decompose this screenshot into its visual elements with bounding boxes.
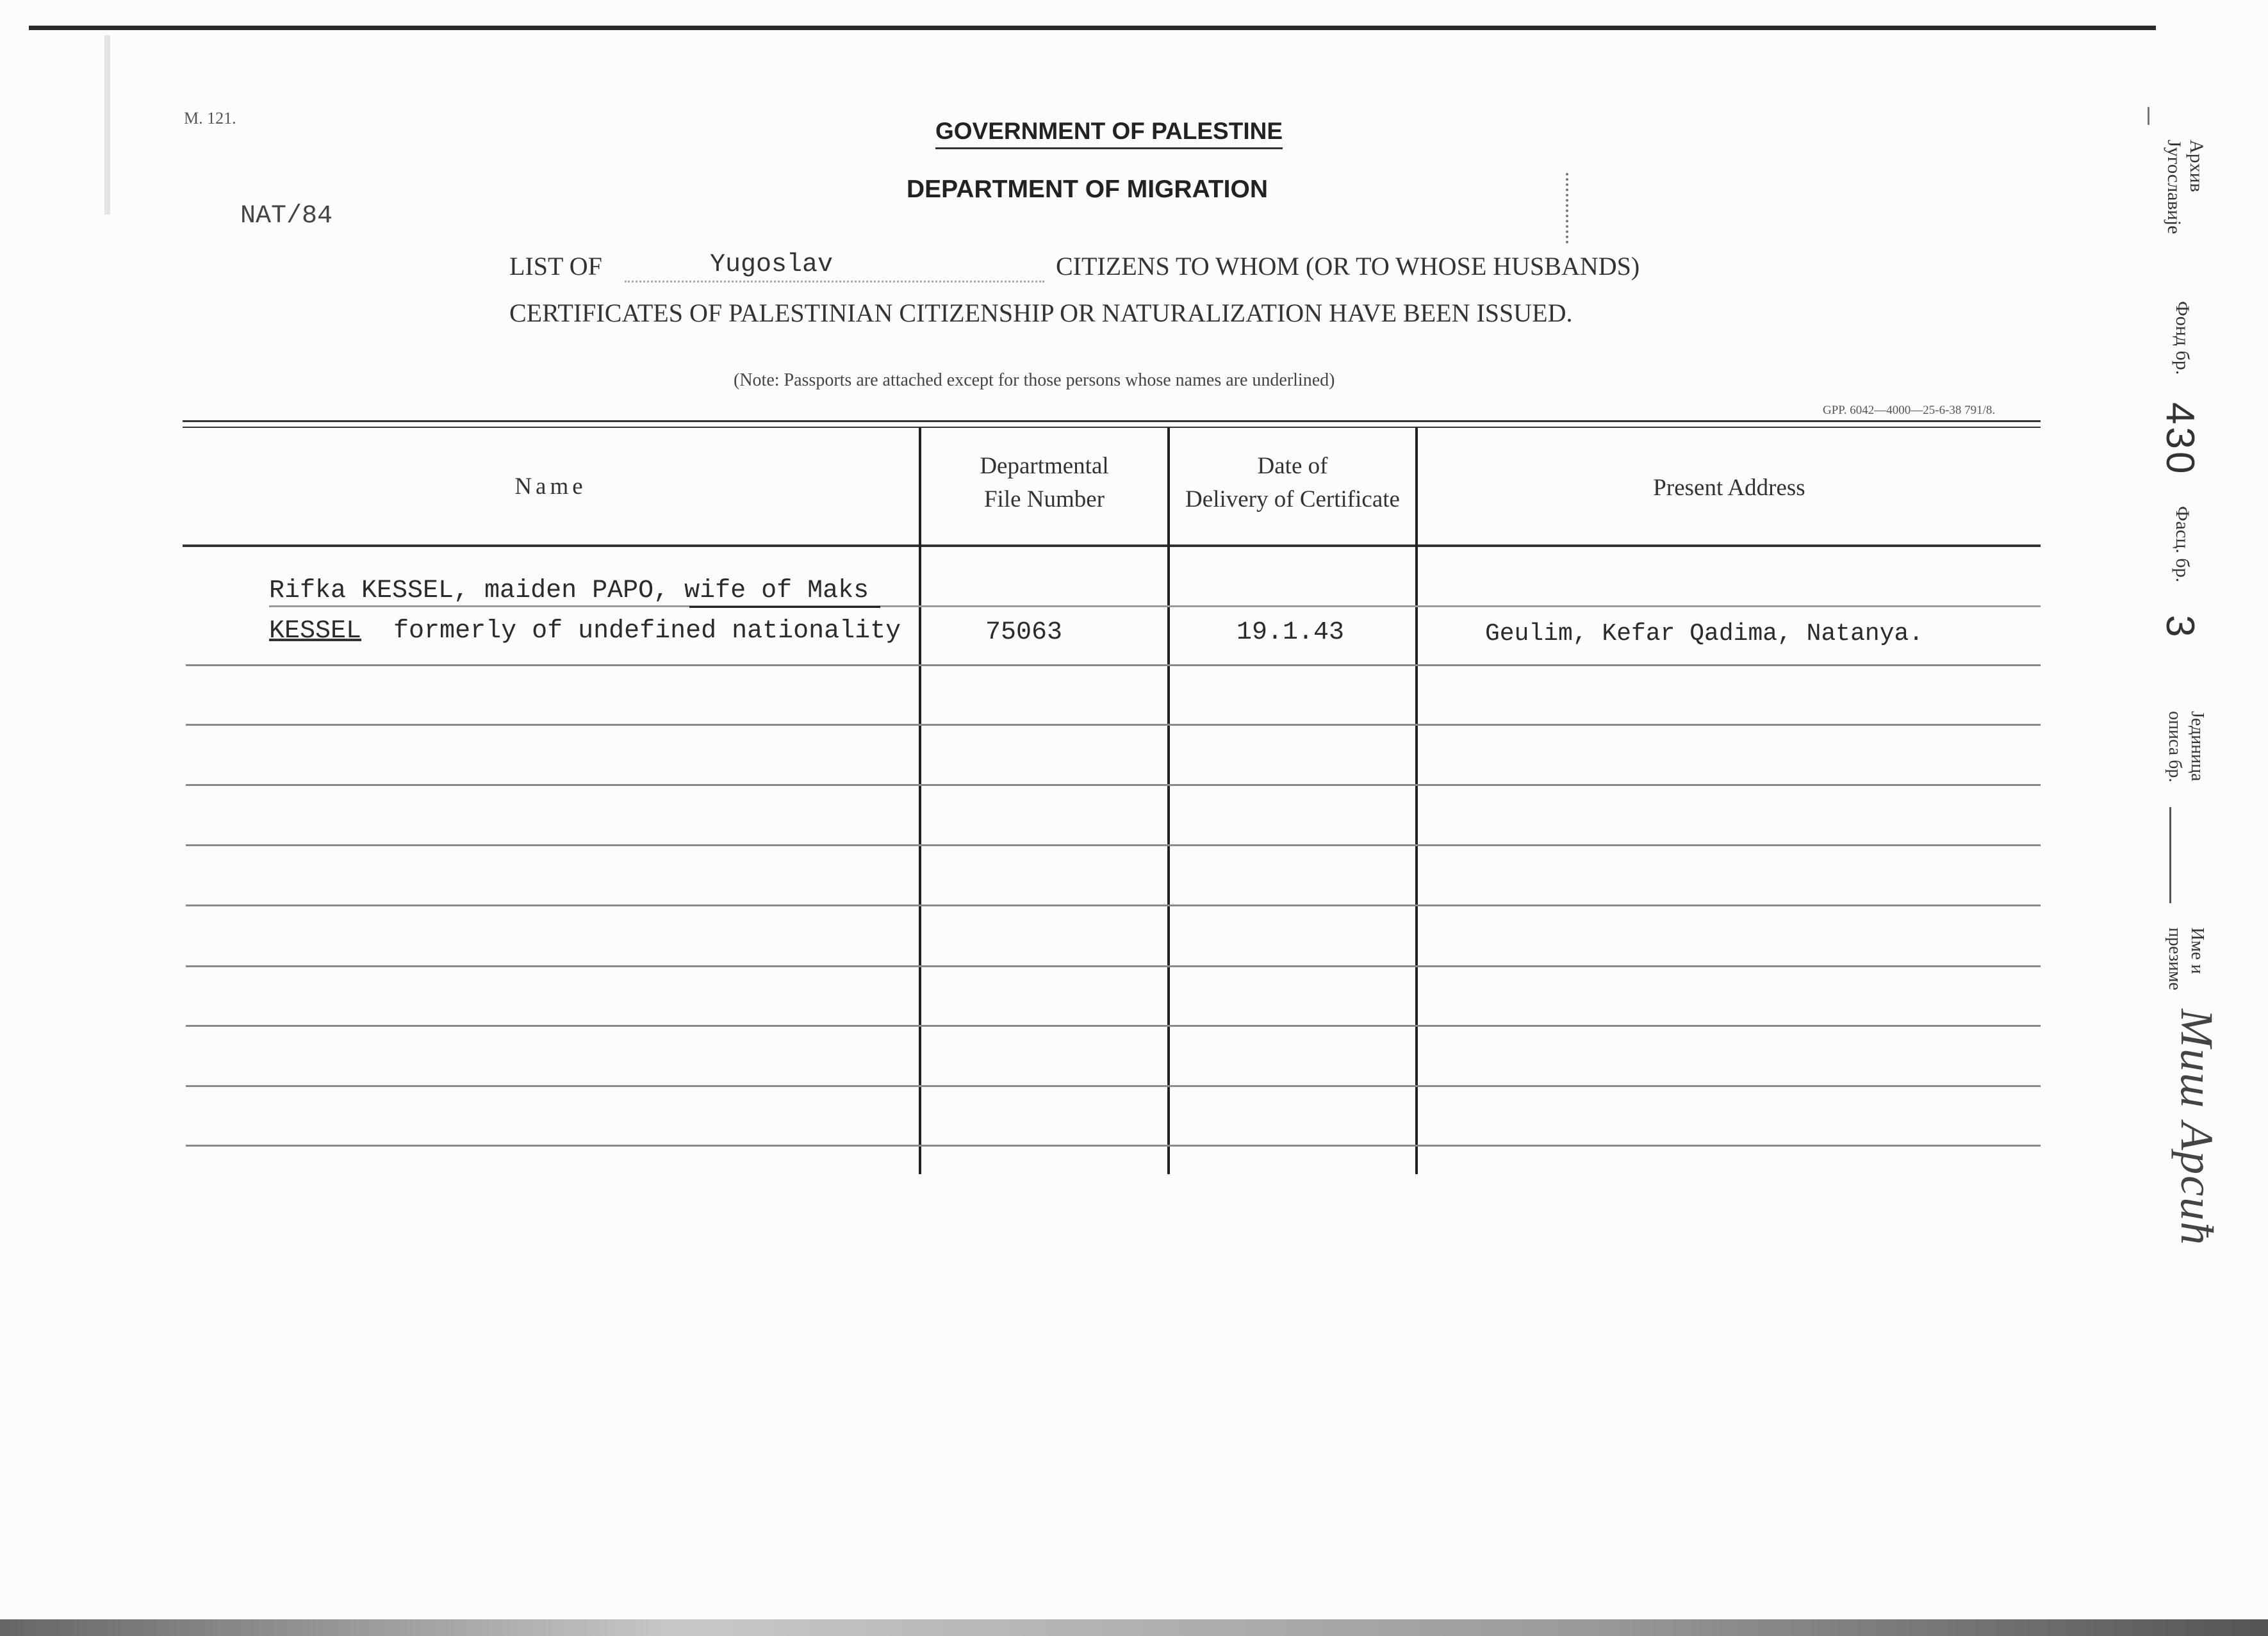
fond-value: 430 <box>2158 402 2202 477</box>
passport-note: (Note: Passports are attached except for those persons whose names are underlined) <box>734 370 1335 390</box>
bottom-scan-strip <box>0 1619 2268 1636</box>
column-divider-1 <box>919 428 921 1174</box>
table-top-rule <box>183 420 2041 428</box>
underlined-surname: KESSEL <box>269 617 362 646</box>
unit-label-line2: описа бр. <box>2165 711 2185 783</box>
fascicle-label: Фасц. бр. <box>2172 506 2193 583</box>
unit-label-line1: Јединица <box>2187 711 2207 781</box>
name-label-line1: Име и <box>2187 928 2207 974</box>
column-header-name: Name <box>514 473 587 500</box>
nationality-value: Yugoslav <box>710 250 834 279</box>
print-code: GPP. 6042—4000—25-6-38 791/8. <box>1823 404 1996 417</box>
department-heading: DEPARTMENT OF MIGRATION <box>907 176 1269 203</box>
row-rule <box>186 1145 2041 1147</box>
address-cell: Geulim, Kefar Qadima, Natanya. <box>1485 620 1924 648</box>
nationality-underline <box>625 281 1044 282</box>
date-cell: 19.1.43 <box>1237 618 1345 647</box>
row-rule <box>186 844 2041 846</box>
column-header-file-number <box>921 450 1167 516</box>
top-border-line <box>29 26 2156 30</box>
row-rule <box>186 1085 2041 1087</box>
right-margin-line <box>2148 107 2149 125</box>
form-code: M. 121. <box>184 109 236 127</box>
file-reference: NAT/84 <box>240 202 333 231</box>
header-bottom-rule <box>183 544 2041 547</box>
column-header-file-number-line1: Departmental <box>980 453 1109 479</box>
row-rule <box>186 664 2041 666</box>
name-cell-line1: Rifka KESSEL, maiden PAPO, wife of Maks <box>269 577 869 605</box>
column-header-date-line2: Delivery of Certificate <box>1185 486 1400 512</box>
file-number-cell: 75063 <box>985 618 1063 647</box>
column-divider-3 <box>1415 428 1418 1174</box>
unit-value-blank-line <box>2169 807 2171 903</box>
row-rule <box>186 965 2041 967</box>
column-header-date-line1: Date of <box>1257 453 1328 479</box>
government-heading: GOVERNMENT OF PALESTINE <box>935 118 1283 149</box>
archive-label-line2: Југославије <box>2164 140 2185 234</box>
column-divider-2 <box>1167 428 1170 1174</box>
name-cell-line2 <box>269 617 901 646</box>
name-underline-wife-of-maks <box>689 606 880 608</box>
column-header-file-number-line2: File Number <box>983 486 1105 512</box>
center-margin-mark <box>1566 173 1571 243</box>
archive-label-line1: Архив <box>2186 140 2207 192</box>
name-cell-line2-rest: formerly of undefined nationality <box>393 617 901 646</box>
archivist-signature: Миш Арсић <box>2171 1009 2223 1247</box>
list-of-label: LIST OF <box>509 252 602 281</box>
row-rule <box>186 784 2041 786</box>
column-header-address: Present Address <box>1653 475 1805 501</box>
row-rule <box>269 605 2041 607</box>
name-label-line2: презиме <box>2165 928 2185 990</box>
title-line2: CERTIFICATES OF PALESTINIAN CITIZENSHIP OR NATURALIZATION HAVE BEEN ISSUED. <box>509 299 1573 327</box>
left-scan-edge <box>104 35 110 215</box>
row-rule <box>186 724 2041 726</box>
column-header-date <box>1170 450 1415 516</box>
row-rule <box>186 1025 2041 1027</box>
fascicle-value: 3 <box>2158 615 2202 637</box>
row-rule <box>186 904 2041 906</box>
title-line1-rest: CITIZENS TO WHOM (OR TO WHOSE HUSBANDS) <box>1056 252 1640 281</box>
fond-label: Фонд бр. <box>2172 301 2193 375</box>
